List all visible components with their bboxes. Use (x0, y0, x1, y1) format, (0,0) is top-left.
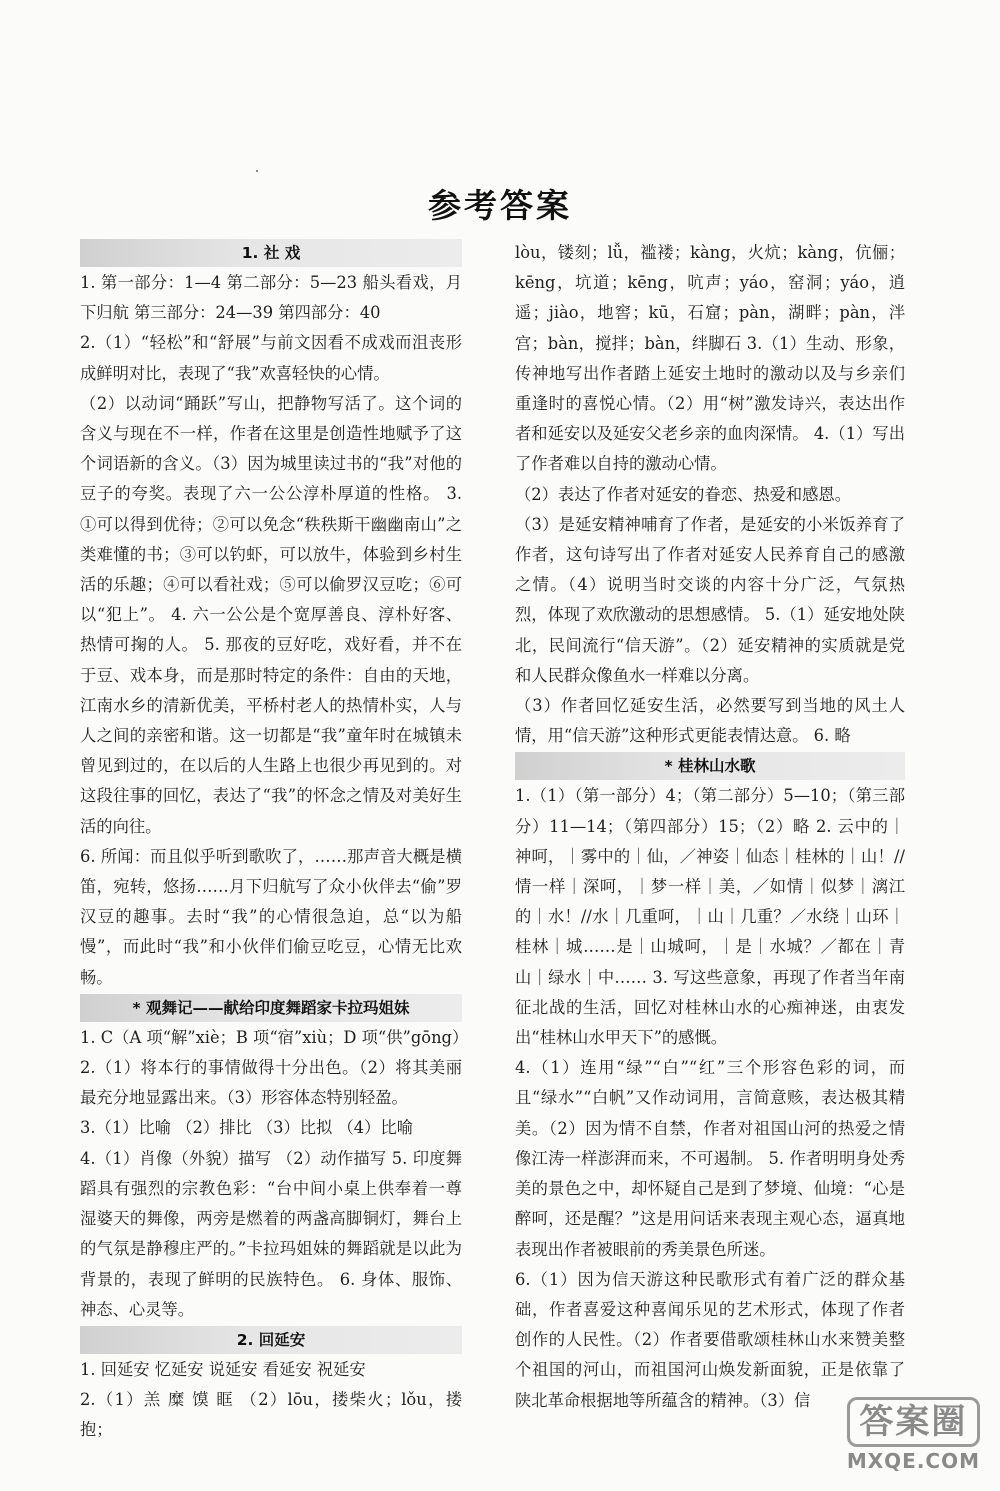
answer-paragraph: 4.（1）肖像（外貌）描写 （2）动作描写 5. 印度舞蹈具有强烈的宗教色彩：“台中间小桌上供奉着一尊湿婆天的舞像，两旁是燃着的两盏高脚铜灯，舞台上的气氛是静穆庄严的。”卡拉玛姐妹的舞蹈就是以此为背景的，表现了鲜明的民族特色。 6. 身体、服饰、神态、心灵等。 (80, 1148, 462, 1319)
answer-paragraph: 3.（1）比喻 （2）排比 （3）比拟 （4）比喻 (80, 1118, 413, 1138)
answer-paragraph: 4.（1）连用“绿”“白”“红”三个形容色彩的词，而且“绿水”“白帆”又作动词用，言简意赅，表达极其精美。（2）因为情不自禁，作者对祖国山河的热爱之情像江涛一样澎湃而来，不可遏制。 5. 作者明明身处秀美的景色之中，却怀疑自己是到了梦境、仙境：“心是醉呵，还是醒？”这是用问话来表现主观心态，逼真地表现出作者被眼前的秀美景色所迷。 (515, 1058, 905, 1259)
watermark-badge: 答案圈 (847, 1397, 980, 1447)
section-heading-hui-yan-an: 2. 回延安 (80, 1326, 462, 1354)
section-heading-she-xi: 1. 社 戏 (80, 239, 462, 267)
right-column (515, 238, 905, 1416)
answer-paragraph: 2.（1）将本行的事情做得十分出色。（2）将其美丽最充分地显露出来。（3）形容体态特别轻盈。 (80, 1058, 462, 1108)
answer-paragraph: 2.（1）羔 糜 馍 眶 （2）lōu，搂柴火；lǒu，搂抱； (80, 1390, 462, 1440)
watermark-url: MXQE.COM (846, 1449, 980, 1473)
section-heading-guan-wu-ji: * 观舞记——献给印度舞蹈家卡拉玛姐妹 (80, 994, 462, 1022)
answer-paragraph: （2）以动词“踊跃”写山，把静物写活了。这个词的含义与现在不一样，作者在这里是创造性地赋予了这个词语新的含义。（3）因为城里读过书的“我”对他的豆子的夸奖。表现了六一公公淳朴厚道的性格。 3. ①可以得到优待；②可以免念“秩秩斯干幽幽南山”之类难懂的书；③可以钓虾，可以放牛，体验到乡村生活的乐趣；④可以看社戏；⑤可以偷罗汉豆吃；⑥可以“犯上”。 4. 六一公公是个宽厚善良、淳朴好客、热情可掬的人。 5. 那夜的豆好吃，戏好看，并不在于豆、戏本身，而是那时特定的条件：自由的天地，江南水乡的清新优美，平桥村老人的热情朴实，人与人之间的亲密和谐。这一切都是“我”童年时在城镇未曾见到过的，在以后的人生路上也很少再见到的。对这段往事的回忆，表达了“我”的怀念之情及对美好生活的向往。 (80, 393, 462, 836)
answer-paragraph: 6.（1）因为信天游这种民歌形式有着广泛的群众基础，作者喜爱这种喜闻乐见的艺术形式，体现了作者创作的人民性。（2）作者要借歌颂桂林山水来赞美整个祖国的河山，而祖国河山焕发新面貌，正是依靠了陕北革命根据地等所蕴含的精神。（3）信 (515, 1269, 905, 1410)
page-title: 参考答案 (428, 186, 572, 225)
section-heading-gui-lin-shan-shui-ge: * 桂林山水歌 (515, 752, 905, 780)
left-column (80, 238, 469, 1446)
answer-paragraph: （3）是延安精神哺育了作者，是延安的小米饭养育了作者，这句诗写出了作者对延安人民养育自己的感激之情。（4）说明当时交谈的内容十分广泛，气氛热烈，体现了欢欣激动的思想感情。 5.（1）延安地处陕北，民间流行“信天游”。（2）延安精神的实质就是党和人民群众像鱼水一样难以分离。 (515, 514, 905, 685)
answer-paragraph: （2）表达了作者对延安的眷恋、热爱和感恩。 (515, 484, 851, 504)
answer-paragraph: 6. 所闻：而且似乎听到歌吹了，……那声音大概是横笛，宛转，悠扬……月下归航写了众小伙伴去“偷”罗汉豆的趣事。去时“我”的心情很急迫，总“以为船慢”，而此时“我”和小伙伴们偷豆吃豆，心情无比欢畅。 (80, 846, 462, 987)
answer-paragraph: （3）作者回忆延安生活，必然要写到当地的风土人情，用“信天游”这种形式更能表情达意。 6. 略 (515, 696, 905, 746)
answer-paragraph: 2.（1）“轻松”和“舒展”与前文因看不成戏而沮丧形成鲜明对比，表现了“我”欢喜轻快的心情。 (80, 333, 462, 383)
answer-paragraph: 1. C（A 项“解”xiè；B 项“宿”xiù；D 项“供”gōng） (80, 1027, 469, 1047)
answer-paragraph: 1. 第一部分：1—4 第二部分：5—23 船头看戏，月下归航 第三部分：24—39 第四部分：40 (80, 273, 462, 323)
stray-dot (256, 170, 258, 172)
answer-paragraph: lòu，镂刻；lǚ，褴褛；kàng，火炕；kàng，伉俪；kēng，坑道；kēng，吭声；yáo，窑洞；yáo，逍遥；jiào，地窖；kū，石窟；pàn，湖畔；pàn，泮宫；bàn，搅拌；bàn，绊脚石 3.（1）生动、形象，传神地写出作者踏上延安土地时的激动以及与乡亲们重逢时的喜悦心情。（2）用“树”激发诗兴，表达出作者和延安以及延安父老乡亲的血肉深情。 4.（1）写出了作者难以自持的激动心情。 (515, 243, 905, 474)
answer-paragraph: 1.（1）（第一部分）4；（第二部分）5—10；（第三部分）11—14；（第四部分）15；（2）略 2. 云中的｜神呵，｜雾中的｜仙，／神姿｜仙态｜桂林的｜山！//情一样｜深呵，｜梦一样｜美，／如情｜似梦｜漓江的｜水！//水｜几重呵，｜山｜几重？／水绕｜山环｜桂林｜城……是｜山城呵，｜是｜水城？／都在｜青山｜绿水｜中…… 3. 写这些意象，再现了作者当年南征北战的生活，回忆对桂林山水的心痴神迷，由衷发出“桂林山水甲天下”的感慨。 (515, 786, 905, 1048)
watermark-logo (847, 1397, 980, 1473)
answer-paragraph: 1. 回延安 忆延安 说延安 看延安 祝延安 (80, 1359, 366, 1379)
